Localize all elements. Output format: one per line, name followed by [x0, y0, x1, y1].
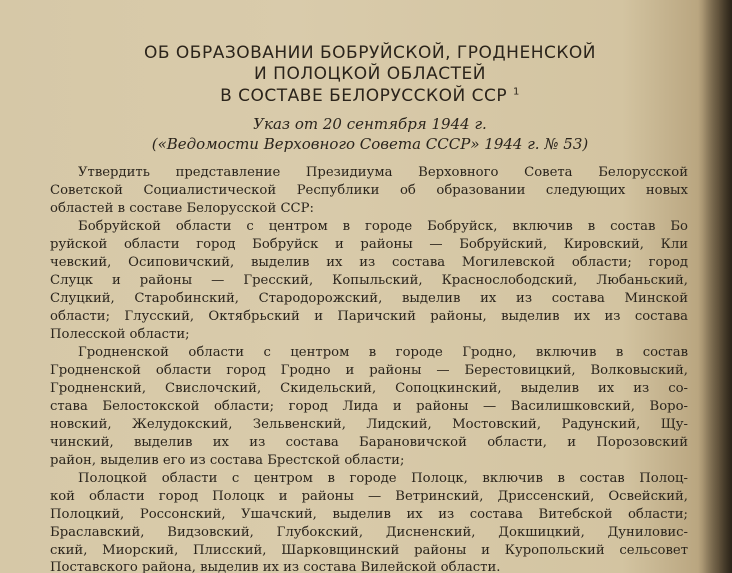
title-line-3: [90, 86, 650, 106]
body-line: чинский, выделив их из состава Барановичской области, и Порозовский: [50, 435, 688, 450]
body-line: Слуцк и районы — Гресский, Копыльский, Краснослободский, Любаньский,: [50, 273, 688, 288]
title-line-3-text: В СОСТАВЕ БЕЛОРУССКОЙ ССР: [220, 86, 508, 106]
body-line: Поставского района, выделив их из состава Вилейской области.: [50, 560, 501, 573]
body-line: области; Глусский, Октябрьский и Паричский районы, выделив их из состава: [50, 309, 688, 324]
title-line-2: И ПОЛОЦКОЙ ОБЛАСТЕЙ: [254, 64, 486, 84]
body-line: ский, Миорский, Плисский, Шарковщинский районы и Куропольский сельсовет: [50, 543, 688, 558]
body-line: чевский, Осиповичский, выделив их из состава Могилевской области; город: [50, 255, 688, 270]
body-line: Полоцкой области с центром в городе Полоцк, включив в состав Полоц-: [78, 471, 688, 486]
body-line: Полесской области;: [50, 327, 190, 342]
title-line-1: ОБ ОБРАЗОВАНИИ БОБРУЙСКОЙ, ГРОДНЕНСКОЙ: [143, 43, 597, 63]
footnote-mark: 1: [513, 86, 520, 98]
body-line: Гродненской области город Гродно и районы — Берестовицкий, Волковыский,: [50, 363, 688, 378]
body-line: Слуцкий, Старобинский, Стародорожский, выделив их из состава Минской: [50, 291, 688, 306]
body-line: Советской Социалистической Республики об образовании следующих новых: [50, 183, 688, 198]
body-line: руйской области город Бобруйск и районы — Бобруйский, Кировский, Кли: [50, 237, 688, 252]
body-line: Бобруйской области с центром в городе Бобруйск, включив в состав Бо: [78, 219, 688, 234]
body-line: Полоцкий, Россонский, Ушачский, выделив их из состава Витебской области;: [50, 507, 688, 522]
body-line: район, выделив его из состава Брестской области;: [50, 453, 405, 468]
body-line: става Белостокской области; город Лида и районы — Василишковский, Воро-: [50, 399, 688, 414]
body-line: Гродненской области с центром в городе Гродно, включив в состав: [78, 345, 688, 360]
body-line: кой области город Полоцк и районы — Ветринский, Дриссенский, Освейский,: [50, 489, 688, 504]
body-line: Гродненский, Свислочский, Скидельский, Сопоцкинский, выделив их из со-: [50, 381, 688, 396]
decree-line: Указ от 20 сентября 1944 г.: [253, 115, 487, 133]
body-line: Браславский, Видзовский, Глубокский, Дисненский, Докшицкий, Дуниловис-: [50, 525, 688, 540]
book-spine-shadow: [698, 0, 732, 573]
body-line: Утвердить представление Президиума Верховного Совета Белорусской: [78, 165, 688, 180]
body-line: новский, Желудокский, Зельвенский, Лидский, Мостовский, Радунский, Щу-: [50, 417, 688, 432]
body-line: областей в составе Белорусской ССР:: [50, 201, 314, 216]
source-citation: («Ведомости Верховного Совета СССР» 1944 г. № 53): [151, 135, 589, 153]
